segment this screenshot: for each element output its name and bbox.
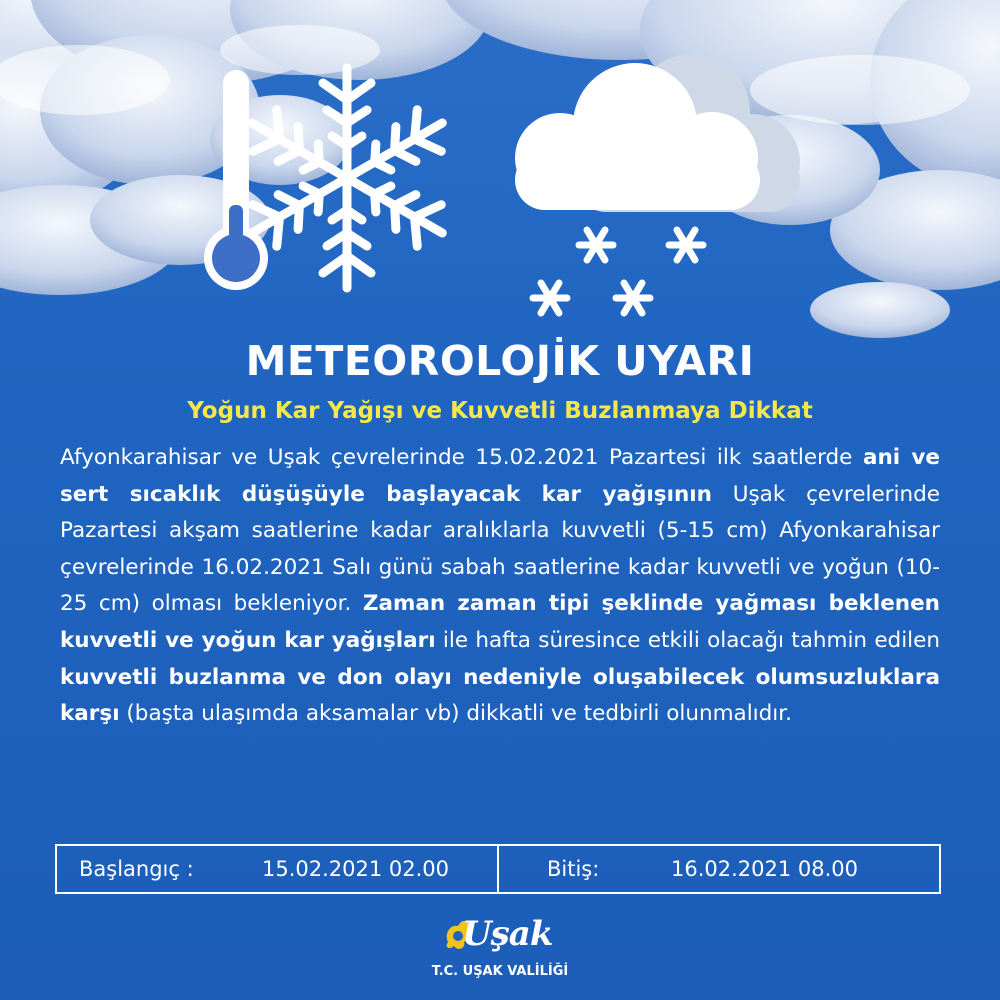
- body-segment: Uşak çevrelerinde Pazartesi akşam saatlerine kadar aralıklarla kuvvetli (5-15 cm) Afyonkarahisar çevrelerinde 16.02.2021 Salı günü sabah saatlerine kadar kuvvetli ve yoğun (10-25 cm) olması bekleniyor.: [60, 481, 940, 617]
- body-segment: ile hafta süresince etkili olacağı tahmin edilen: [435, 627, 940, 653]
- logo-wordmark: Uşak: [462, 914, 553, 954]
- page-subtitle: Yoğun Kar Yağışı ve Kuvvetli Buzlanmaya Dikkat: [187, 398, 813, 424]
- usak-governorship-logo: [0, 912, 1000, 992]
- start-label: Başlangıç :: [79, 857, 194, 881]
- body-emphasis: ani ve sert sıcaklık düşüşüyle başlayacak kar yağışının: [60, 445, 940, 507]
- snow-cloud-icon: [515, 54, 800, 313]
- body-emphasis: Zaman zaman tipi şeklinde yağması beklenen kuvvetli ve yoğun kar yağışları: [60, 591, 940, 653]
- end-label: Bitiş:: [547, 857, 600, 881]
- warning-body-text: [60, 440, 940, 733]
- validity-period-box: [55, 844, 941, 894]
- body-segment: (başta ulaşımda aksamalar vb) dikkatli ve tedbirli olunmalıdır.: [119, 701, 792, 727]
- start-value: 15.02.2021 02.00: [262, 857, 450, 881]
- start-cell: [57, 846, 497, 892]
- end-cell: [497, 846, 939, 892]
- end-value: 16.02.2021 08.00: [671, 857, 859, 881]
- logo-subtitle: T.C. UŞAK VALİLİĞİ: [431, 964, 569, 979]
- snowflake-icon: [240, 68, 455, 288]
- body-segment: Afyonkarahisar ve Uşak çevrelerinde 15.02.2021 Pazartesi ilk saatlerde: [60, 445, 863, 470]
- page-title: METEOROLOJİK UYARI: [245, 337, 755, 385]
- thermometer-icon: [204, 70, 268, 290]
- body-emphasis: kuvvetli buzlanma ve don olayı nedeniyle oluşabilecek olumsuzluklara karşı: [60, 664, 940, 727]
- weather-icons: [0, 0, 1000, 360]
